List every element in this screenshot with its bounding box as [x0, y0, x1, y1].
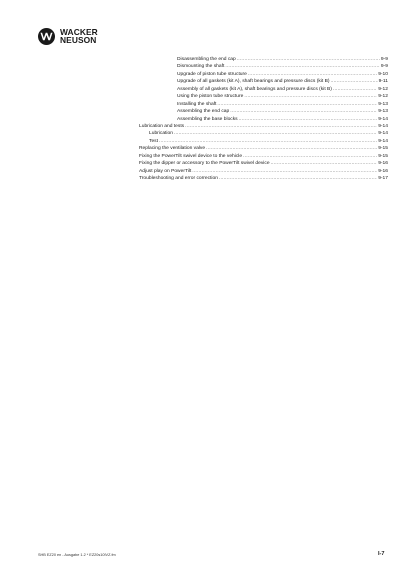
toc-entry-title: Replacing the ventilation valve [139, 146, 206, 152]
toc-entry[interactable] [139, 86, 388, 93]
toc-entry[interactable] [139, 138, 388, 145]
toc-entry-page: 9-12 [378, 86, 388, 92]
toc-entry[interactable] [139, 153, 388, 160]
toc-dot-leader [217, 101, 377, 108]
toc-entry[interactable] [139, 63, 388, 70]
toc-entry-page: 9-10 [378, 71, 388, 77]
toc-entry-page: 9-9 [380, 64, 388, 70]
toc-entry-title: Installing the shaft [177, 101, 217, 107]
brand-name-line2: NEUSON [60, 34, 97, 45]
toc-dot-leader [237, 56, 380, 63]
toc-dot-leader [230, 108, 377, 115]
toc-entry[interactable] [139, 56, 388, 63]
brand-name [60, 26, 98, 45]
toc-dot-leader [185, 123, 377, 130]
toc-entry[interactable] [139, 116, 388, 123]
footer-page-number: I-7 [378, 551, 385, 557]
toc-entry-title: Assembling the end cap [177, 109, 230, 115]
toc-dot-leader [239, 116, 378, 123]
toc-dot-leader [225, 63, 380, 70]
toc-entry-title: Troubleshooting and error correction [139, 176, 218, 181]
toc-entry-title: Using the piston tube structure [177, 94, 244, 100]
toc-entry-title: Test [149, 138, 158, 144]
toc-entry-title: Upgrade of all gaskets (kit A), shaft bearings and pressure discs (kit B) [177, 79, 330, 85]
toc-entry[interactable] [139, 123, 388, 130]
toc-entry-title: Fixing the PowerTilt swivel device to the vehicle [139, 153, 243, 159]
toc-dot-leader [244, 93, 377, 100]
toc-entry-page: 9-14 [378, 131, 388, 137]
toc-entry-title: Disassembling the end cap [177, 57, 236, 62]
toc-entry-title: Assembly of all gaskets (kit A), shaft bearings and pressure discs (kit B) [177, 86, 332, 92]
toc-entry-page: 9-15 [378, 146, 388, 152]
toc-entry-title: Dismounting the shaft [177, 64, 225, 70]
toc-entry-page: 9-15 [378, 153, 388, 159]
toc-dot-leader [206, 145, 377, 152]
toc-entry-page: 9-9 [380, 57, 388, 62]
toc-entry-title: Adjust play on PowerTilt [139, 168, 192, 174]
toc-entry-title: Lubrication and tests [139, 123, 185, 129]
toc-entry-page: 9-16 [378, 168, 388, 174]
toc-entry-title: Assembling the base blocks [177, 116, 238, 122]
toc-dot-leader [333, 86, 377, 93]
toc-dot-leader [331, 78, 378, 85]
toc-dot-leader [174, 130, 377, 137]
toc-entry[interactable] [139, 160, 388, 167]
toc-entry-page: 9-17 [378, 176, 388, 181]
toc-entry[interactable] [139, 130, 388, 137]
toc-entry[interactable] [139, 175, 388, 182]
toc-entry-title: Fixing the dipper or accessory to the PowerTilt swivel device [139, 161, 270, 167]
toc-entry-page: 9-13 [378, 109, 388, 115]
toc-entry[interactable] [139, 93, 388, 100]
toc-entry-page: 9-14 [378, 116, 388, 122]
wacker-neuson-logo-icon [38, 28, 55, 45]
toc-dot-leader [192, 168, 377, 175]
brand-logo [38, 28, 98, 45]
toc-entry-page: 9-13 [378, 101, 388, 107]
toc-entry-page: 9-14 [378, 123, 388, 129]
toc-entry[interactable] [139, 168, 388, 175]
toc-entry[interactable] [139, 108, 388, 115]
footer-document-reference: SHB EZ20 en - Ausgabe 1.2 * EZ20s10IVZ.fm [38, 553, 116, 557]
toc-entry[interactable] [139, 78, 388, 85]
toc-entry[interactable] [139, 145, 388, 152]
toc-entry-page: 9-12 [378, 94, 388, 100]
toc-dot-leader [271, 160, 378, 167]
toc-dot-leader [219, 175, 377, 182]
brand-name-line1: WACKER [60, 26, 98, 37]
toc-dot-leader [248, 71, 377, 78]
toc-entry-title: Upgrade of piston tube structure [177, 71, 247, 77]
logo-w-glyph [40, 32, 53, 41]
toc-entry-page: 9-16 [378, 161, 388, 167]
toc-entry-page: 9-11 [378, 79, 388, 85]
toc-entry[interactable] [139, 71, 388, 78]
table-of-contents [139, 56, 388, 182]
toc-entry-title: Lubrication [149, 131, 173, 137]
toc-entry-page: 9-14 [378, 138, 388, 144]
toc-dot-leader [159, 138, 377, 145]
toc-dot-leader [243, 153, 377, 160]
toc-entry[interactable] [139, 101, 388, 108]
